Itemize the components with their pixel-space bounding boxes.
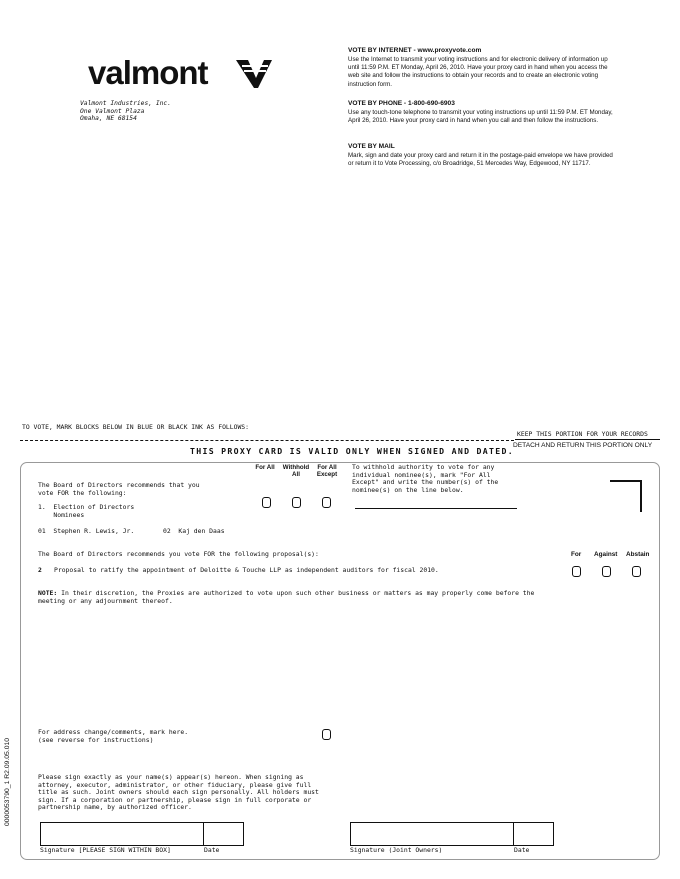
col-for-all-except: For All Except bbox=[316, 464, 338, 479]
nominee-number-line[interactable] bbox=[355, 508, 517, 509]
for-all-except-checkbox[interactable] bbox=[322, 497, 331, 508]
joint-signature-label: Signature (Joint Owners) bbox=[350, 846, 443, 854]
address-change-checkbox[interactable] bbox=[322, 729, 331, 740]
keep-underline bbox=[515, 439, 660, 440]
address-line-2: One Valmont Plaza bbox=[80, 107, 145, 115]
detach-line bbox=[20, 440, 514, 441]
vote-mail-body: Mark, sign and date your proxy card and return it in the postage-paid envelope we have provided or return it to Vote Processing, c/o Broadridge, 51 Mercedes Way, Edgewood, NY 11717. bbox=[348, 151, 613, 167]
item-2-proposal: Proposal to ratify the appointment of Deloitte & Touche LLP as independent auditors for fiscal 2010. bbox=[54, 566, 439, 574]
company-logo bbox=[88, 56, 278, 96]
valid-notice: THIS PROXY CARD IS VALID ONLY WHEN SIGNED AND DATED. bbox=[190, 446, 514, 456]
joint-signature-box[interactable] bbox=[350, 822, 514, 846]
proposal-for-checkbox[interactable] bbox=[572, 566, 581, 577]
proposal-against-checkbox[interactable] bbox=[602, 566, 611, 577]
withhold-all-checkbox[interactable] bbox=[292, 497, 301, 508]
vote-mail-heading: VOTE BY MAIL bbox=[348, 143, 395, 150]
item-1-election: 1. Election of Directors Nominees bbox=[38, 503, 135, 519]
withhold-instructions: To withhold authority to vote for any individual nominee(s), mark "For All Except" and write the number(s) of the nominee(s) on the line below. bbox=[352, 463, 499, 494]
joint-date-label: Date bbox=[514, 846, 530, 854]
note-label: NOTE: bbox=[38, 589, 58, 597]
item-2-number: 2 bbox=[38, 566, 42, 574]
board-recommendation-2: The Board of Directors recommends you vote FOR the following proposal(s): bbox=[38, 550, 319, 558]
nominee-02: 02 Kaj den Daas bbox=[163, 527, 225, 535]
vote-internet-heading: VOTE BY INTERNET - www.proxyvote.com bbox=[348, 47, 482, 54]
vote-phone-heading: VOTE BY PHONE - 1-800-690-6903 bbox=[348, 100, 455, 107]
address-line-1: Valmont Industries, Inc. bbox=[80, 100, 171, 107]
address-line-3: Omaha, NE 68154 bbox=[80, 115, 137, 122]
side-control-code: 0000053790_1 R2.09.05.010 bbox=[4, 737, 11, 826]
sign-instructions: Please sign exactly as your name(s) appear(s) hereon. When signing as attorney, executor, administrator, or other fiduciary, please give full title as such. Joint owners should each sign personally. All holders must sign. If a corporation or partnership, please sign in full corporate or partnership name, by authorized officer. bbox=[38, 773, 319, 812]
signature-label: Signature [PLEASE SIGN WITHIN BOX] bbox=[40, 846, 171, 854]
note-text bbox=[38, 590, 534, 605]
ink-instruction: TO VOTE, MARK BLOCKS BELOW IN BLUE OR BLACK INK AS FOLLOWS: bbox=[22, 423, 250, 431]
col-abstain: Abstain bbox=[626, 551, 650, 558]
vote-internet-body: Use the Internet to transmit your voting instructions and for electronic delivery of information up until 11:59 P.M. ET Monday, April 26, 2010. Have your proxy card in hand when you access the web site and follow the instructions to obtain your records and to create an electronic voting instruction form. bbox=[348, 55, 608, 88]
nominee-01: 01 Stephen R. Lewis, Jr. bbox=[38, 527, 135, 535]
logo-text: valmont bbox=[88, 54, 208, 91]
address-change-label: For address change/comments, mark here. (see reverse for instructions) bbox=[38, 728, 189, 744]
note-body: In their discretion, the Proxies are authorized to vote upon such other business or matters as may properly come before the meeting or any adjournment thereof. bbox=[38, 589, 535, 605]
col-for: For bbox=[571, 551, 582, 558]
col-withhold-all: Withhold All bbox=[282, 464, 310, 479]
corner-mark bbox=[610, 480, 642, 512]
joint-date-box[interactable] bbox=[513, 822, 554, 846]
proposal-abstain-checkbox[interactable] bbox=[632, 566, 641, 577]
detach-return-label: DETACH AND RETURN THIS PORTION ONLY bbox=[513, 442, 653, 449]
col-for-all: For All bbox=[255, 464, 275, 471]
vote-phone-body: Use any touch-tone telephone to transmit your voting instructions up until 11:59 P.M. ET Monday, April 26, 2010. Have your proxy card in hand when you call and then follow the instructions. bbox=[348, 108, 613, 124]
board-recommendation-1: The Board of Directors recommends that you vote FOR the following: bbox=[38, 481, 200, 497]
col-against: Against bbox=[594, 551, 618, 558]
date-label: Date bbox=[204, 846, 220, 854]
valmont-v-icon bbox=[234, 58, 274, 90]
date-box[interactable] bbox=[203, 822, 244, 846]
keep-portion-label: KEEP THIS PORTION FOR YOUR RECORDS bbox=[517, 430, 648, 438]
for-all-checkbox[interactable] bbox=[262, 497, 271, 508]
signature-box[interactable] bbox=[40, 822, 204, 846]
